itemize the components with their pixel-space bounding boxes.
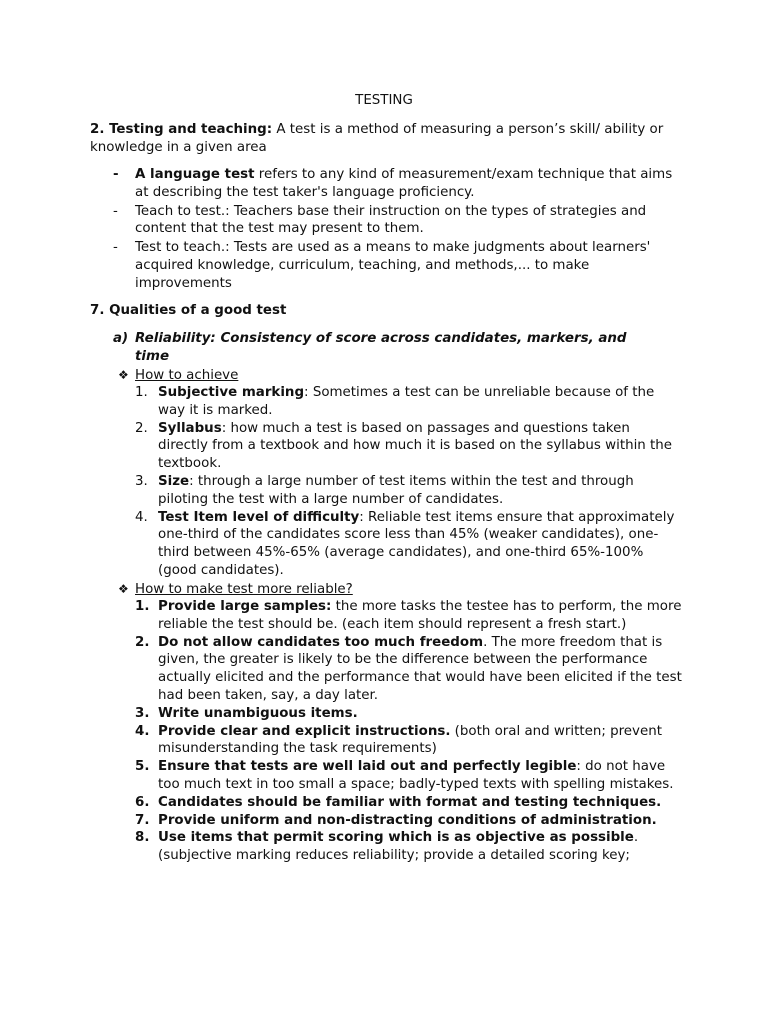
list-item	[135, 420, 682, 473]
list-item-bold: Provide uniform and non-distracting conditions of administration.	[158, 812, 657, 828]
reliable-list	[135, 598, 682, 865]
list-item	[135, 723, 682, 759]
list-number: 8.	[135, 830, 150, 846]
list-item-text: : Reliable test items ensure that approximately one-third of the candidates score less than 45% (weaker candidates), one-third between 45%-65% (average candidates), and one-third 65%-100% (good candidates).	[158, 509, 675, 578]
list-item	[135, 794, 682, 812]
list-item-bold: Syllabus	[158, 420, 222, 436]
list-number: 3.	[135, 473, 148, 489]
list-number: 3.	[135, 705, 150, 721]
list-item-bold: Size	[158, 473, 190, 489]
section-2-list	[113, 166, 680, 293]
section-2-paragraph	[90, 121, 680, 157]
sub-marker: a)	[113, 331, 129, 346]
reliability-text: Reliability: Consistency of score across candidates, markers, and time	[135, 331, 627, 364]
list-item-bold: Provide clear and explicit instructions.	[158, 723, 451, 739]
list-item-text: . (subjective marking reduces reliability; provide a detailed scoring key;	[158, 830, 639, 864]
list-item-text: Teach to test.: Teachers base their instruction on the types of strategies and content that the test may present to them.	[135, 203, 647, 237]
document-title: TESTING	[355, 93, 413, 108]
list-number: 5.	[135, 759, 150, 775]
list-item-text: . The more freedom that is given, the greater is likely to be the difference between the performance actually elicited and the performance that would have been elicited if the test had been taken, say, a day later.	[158, 634, 682, 703]
list-marker: -	[113, 167, 119, 182]
list-item-text: : how much a test is based on passages and questions taken directly from a textbook and how much it is based on the syllabus within the textbook.	[158, 420, 673, 472]
list-item-bold: Subjective marking	[158, 385, 305, 400]
list-item	[135, 634, 682, 705]
diamond-bullet-icon: ❖	[118, 368, 129, 382]
list-number: 2.	[135, 420, 148, 436]
list-item	[113, 203, 680, 239]
section-2-text: A test is a method of measuring a person’s skill/ ability or knowledge in a given area	[90, 122, 664, 155]
list-item	[135, 473, 682, 509]
list-number: 1.	[135, 385, 148, 400]
list-item-bold: Write unambiguous items.	[158, 705, 358, 721]
list-number: 4.	[135, 723, 150, 739]
list-item-bold: Use items that permit scoring which is as objective as possible	[158, 830, 634, 846]
section-2-heading: 2. Testing and teaching:	[90, 122, 273, 137]
how-to-achieve-label	[118, 367, 680, 385]
list-number: 7.	[135, 812, 150, 828]
list-number: 6.	[135, 794, 150, 810]
reliability-subheading	[113, 330, 655, 366]
achieve-list	[135, 384, 682, 580]
list-item-text: : do not have too much text in too small a space; badly-typed texts with spelling mistakes.	[158, 759, 674, 792]
list-item	[113, 239, 680, 292]
list-item-bold: A language test	[135, 167, 255, 182]
section-7-heading-text: 7. Qualities of a good test	[90, 303, 287, 318]
list-item-text: the more tasks the testee has to perform, the more reliable the test should be. (each item should represent a fresh start.)	[158, 599, 682, 632]
how-to-make-reliable-text: How to make test more reliable?	[135, 582, 353, 597]
list-item-text: : through a large number of test items within the test and through piloting the test with a large number of candidates.	[158, 473, 634, 507]
list-item	[113, 166, 680, 202]
list-item-bold: Ensure that tests are well laid out and perfectly legible	[158, 759, 577, 775]
list-number: 2.	[135, 634, 150, 650]
list-marker: -	[113, 240, 118, 256]
list-number: 1.	[135, 599, 150, 614]
list-item-text: : Sometimes a test can be unreliable because of the way it is marked.	[158, 385, 655, 418]
list-item-text: refers to any kind of measurement/exam technique that aims at describing the test taker's language proficiency.	[135, 167, 673, 200]
list-item-text: (both oral and written; prevent misunderstanding the task requirements)	[158, 723, 662, 757]
list-number: 4.	[135, 509, 148, 525]
diamond-bullet-icon: ❖	[118, 582, 129, 596]
list-item	[135, 758, 682, 794]
list-marker: -	[113, 203, 118, 219]
list-item-text: Test to teach.: Tests are used as a means to make judgments about learners' acquired knowledge, curriculum, teaching, and methods,... to make improvements	[135, 240, 651, 291]
list-item	[135, 598, 682, 634]
list-item	[135, 812, 682, 830]
list-item-bold: Do not allow candidates too much freedom	[158, 634, 484, 650]
list-item	[135, 509, 682, 580]
list-item	[135, 829, 682, 865]
list-item-bold: Provide large samples:	[158, 599, 332, 614]
section-7-heading	[90, 302, 680, 320]
list-item	[135, 705, 682, 723]
list-item-bold: Candidates should be familiar with format and testing techniques.	[158, 794, 662, 810]
list-item-bold: Test Item level of difficulty	[158, 509, 360, 525]
how-to-make-reliable-label	[118, 581, 680, 599]
list-item	[135, 384, 682, 420]
how-to-achieve-text: How to achieve	[135, 368, 239, 383]
